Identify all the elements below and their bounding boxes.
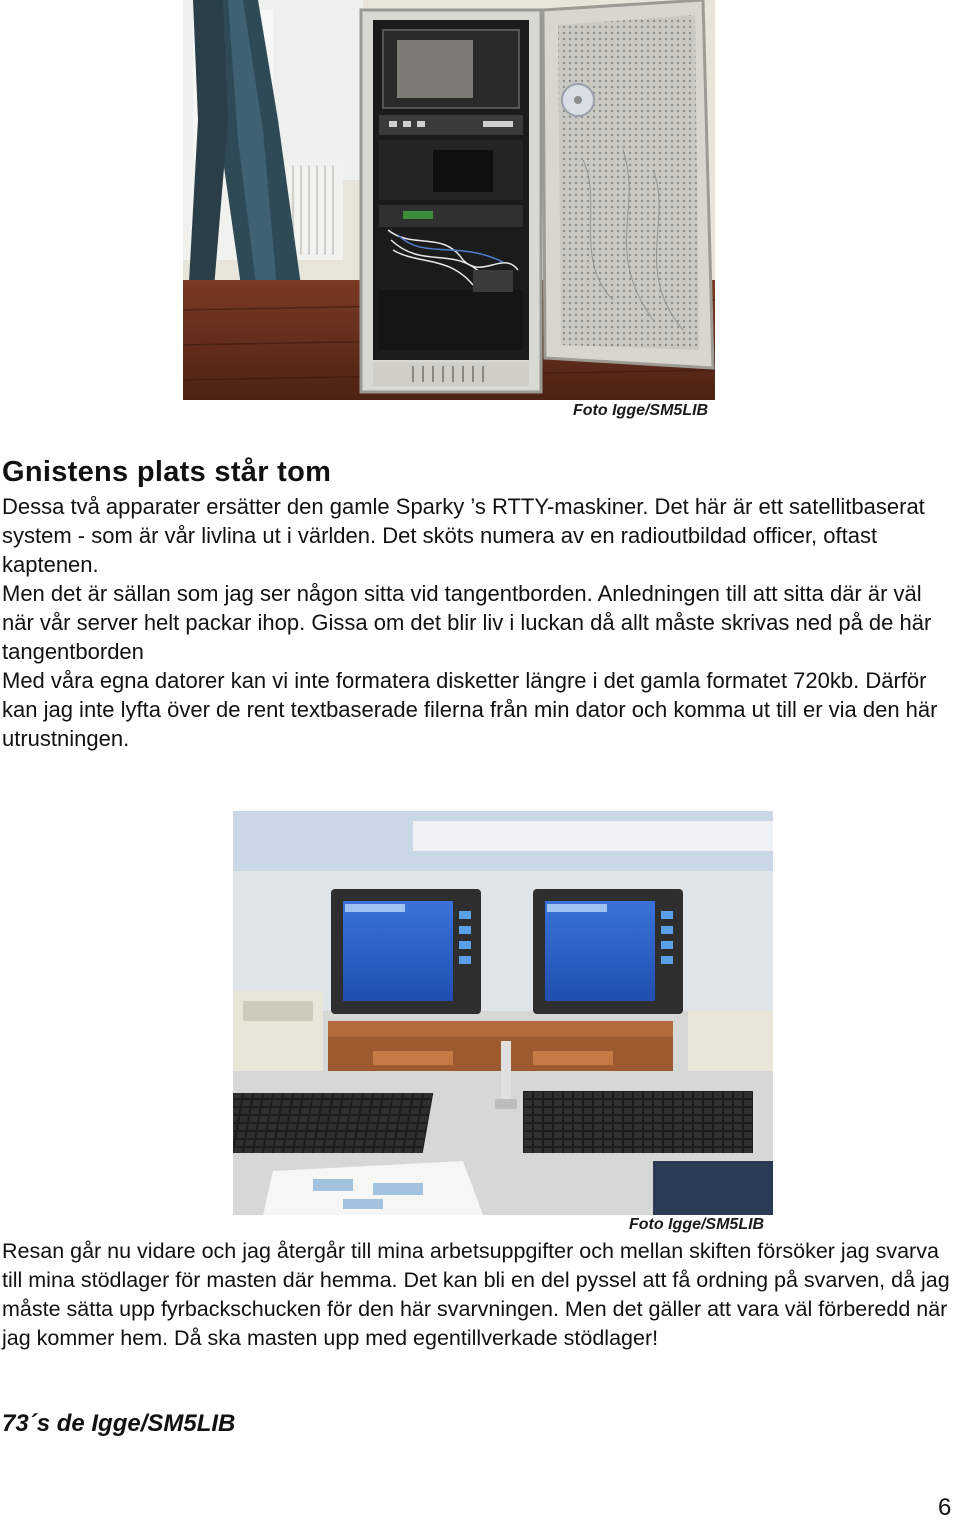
photo1-caption: Foto Igge/SM5LIB (573, 402, 709, 419)
body-paragraph: Dessa två apparater ersätter den gamle Sparky ’s RTTY-maskiner. Det här är ett satellitbaserat system - som är vår livlina ut i världen. Det sköts numera av en radioutbildad officer, oftast kaptenen. (2, 494, 925, 577)
section-body (2, 492, 957, 753)
body-paragraph: Med våra egna datorer kan vi inte formatera disketter längre i det gamla formatet 720kb. Därför kan jag inte lyfta över de rent textbaserade filerna från min dator och komma ut till er via den här utrustningen. (2, 668, 938, 751)
photo-server-rack (183, 0, 715, 400)
section-heading: Gnistens plats står tom (2, 456, 332, 488)
closing-paragraph: Resan går nu vidare och jag återgår till mina arbetsuppgifter och mellan skiften försöker jag svarva till mina stödlager för masten där hemma. Det kan bli en del pyssel att få ordning på svarven, då jag måste sätta upp fyrbackschucken för den här svarvningen. Men det gäller att vara väl förberedd när jag kommer hem. Då ska masten upp med egentillverkade stödlager! (2, 1239, 950, 1350)
signature: 73´s de Igge/SM5LIB (2, 1410, 236, 1437)
page-number: 6 (938, 1494, 952, 1521)
photo-terminals (233, 811, 773, 1215)
body-paragraph: Men det är sällan som jag ser någon sitta vid tangentborden. Anledningen till att sitta där är väl när vår server helt packar ihop. Gissa om det blir liv i luckan då allt måste skrivas ned på de här tangentborden (2, 581, 932, 664)
photo2-caption: Foto Igge/SM5LIB (629, 1216, 765, 1233)
terminals-illustration (233, 811, 773, 1215)
server-rack-illustration (183, 0, 715, 400)
